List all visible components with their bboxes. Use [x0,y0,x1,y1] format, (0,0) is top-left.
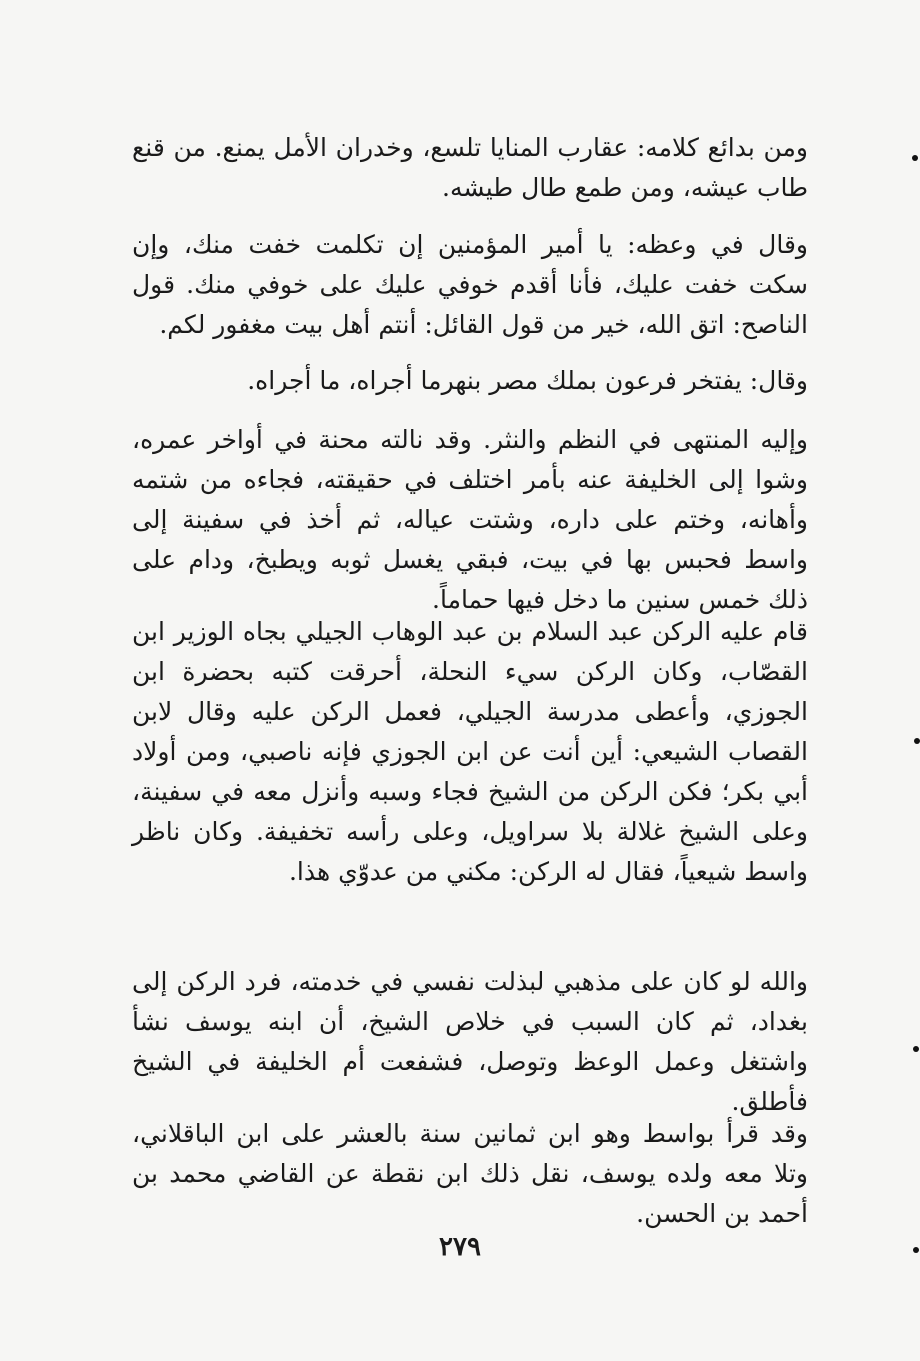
paragraph-3: وقال: يفتخر فرعون بملك مصر بنهرما أجراه، ما أجراه. [247,366,808,395]
edge-dot-mark [913,1046,919,1052]
edge-dot-mark [913,1247,919,1253]
paragraph-6: والله لو كان على مذهبي لبذلت نفسي في خدمته، فرد الركن إلى بغداد، ثم كان السبب في خلاص الشيخ، أن ابنه يوسف نشأ واشتغل وعمل الوعظ وتوصل، فشفعت أم الخليفة في الشيخ فأطلق. [132,967,808,1116]
edge-dot-mark [914,738,920,744]
paragraph-2: وقال في وعظه: يا أمير المؤمنين إن تكلمت خفت منك، وإن سكت خفت عليك، فأنا أقدم خوفي عليك على خوفي منك. قول الناصح: اتق الله، خير من قول القائل: أنتم أهل بيت مغفور لكم. [132,230,808,339]
page-number: ٢٧٩ [439,1232,481,1262]
paragraph-5: قام عليه الركن عبد السلام بن عبد الوهاب الجيلي بجاه الوزير ابن القصّاب، وكان الركن سيء النحلة، أحرقت كتبه بحضرة ابن الجوزي، وأعطى مدرسة الجيلي، فعمل الركن عليه وقال لابن القصاب الشيعي: أين أنت عن ابن الجوزي فإنه ناصبي، ومن أولاد أبي بكر؛ فكن الركن من الشيخ فجاء وسبه وأنزل معه في سفينة، وعلى الشيخ غلالة بلا سراويل، وعلى رأسه تخفيفة. وكان ناظر واسط شيعياً، فقال له الركن: مكني من عدوّي هذا. [132,617,808,886]
paragraph-1: ومن بدائع كلامه: عقارب المنايا تلسع، وخدران الأمل يمنع. من قنع طاب عيشه، ومن طمع طال طيشه. [132,133,808,202]
edge-dot-mark [912,155,918,161]
paragraph-4: وإليه المنتهى في النظم والنثر. وقد نالته محنة في أواخر عمره، وشوا إلى الخليفة عنه بأمر اختلف في حقيقته، فجاءه من شتمه وأهانه، وختم على داره، وشتت عياله، ثم أخذ في سفينة إلى واسط فحبس بها في بيت، فبقي يغسل ثوبه ويطبخ، ودام على ذلك خمس سنين ما دخل فيها حماماً. [132,425,808,614]
paragraph-7: وقد قرأ بواسط وهو ابن ثمانين سنة بالعشر على ابن الباقلاني، وتلا معه ولده يوسف، نقل ذلك ابن نقطة عن القاضي محمد بن أحمد بن الحسن. [132,1119,808,1228]
